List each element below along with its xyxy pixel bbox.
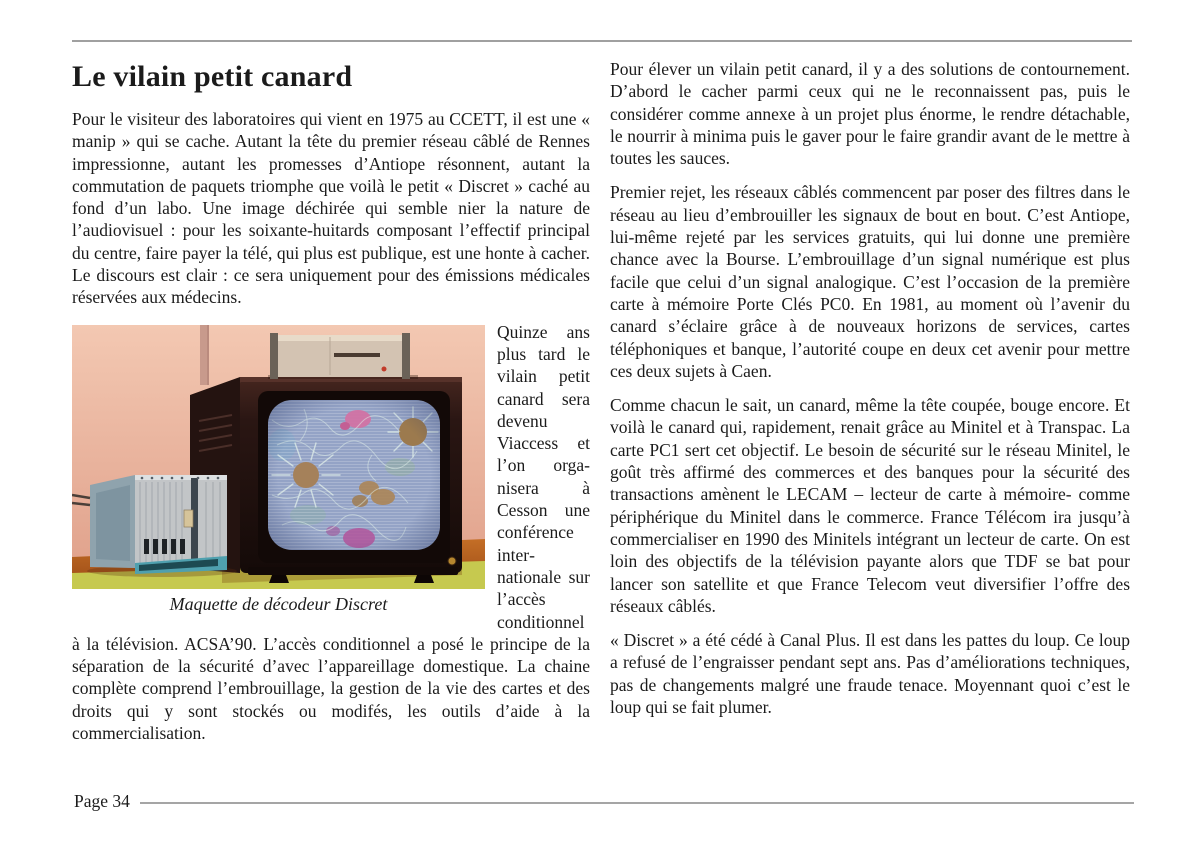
figure — [72, 325, 485, 616]
page-number: Page 34 — [74, 791, 130, 811]
two-column-layout — [72, 54, 1130, 756]
left-column — [72, 54, 590, 756]
paragraph-with-photo — [72, 321, 590, 745]
right-column — [610, 54, 1130, 756]
paragraph: Comme chacun le sait, un canard, même la tête coupée, bouge encore. Et voilà le canard qui, rapidement, renait grâce au Minitel et à Transpac. La carte PC1 sert cet objectif. Le besoin de sécurité sur le réseau Minitel, le goût très affirmé des commerces et des banques pour la sécurité des transactions amènent le LECAM – lecteur de carte à mémoire- comme périphérique du Minitel dans le commerce. France Télécom ira jusqu’à commercialiser en 1990 des Minitels intégrant un lecteur de carte. On est loin des objectifs de la télévision payante alors que TDF se bat pour lancer son satellite et que France Telecom veut diversifier l’offre des réseaux câblés. — [610, 395, 1130, 616]
top-rule — [72, 40, 1132, 42]
paragraph: Premier rejet, les réseaux câblés commencent par poser des filtres dans le réseau au lieu d’embrouiller les signaux de bout en bout. C’est Antiope, lui-même rejeté par les services gratuits, qui lui donne une première chance avec la Bourse. L’embrouillage d’un signal numérique est plus facile que celui d’un signal analogique. C’est l’occasion de la première carte à mémoire Porte Clés PC0. En 1981, au moment où l’avenir du canard s’éclaire grâce à de nouveaux horizons de services, cartes téléphoniques et banque, l’autorité coupe en deux cet avenir pour mettre ces deux sujets à Caen. — [610, 182, 1130, 381]
article-title: Le vilain petit canard — [72, 60, 353, 93]
footer-rule — [140, 802, 1134, 804]
discret-decoder-photo — [72, 325, 485, 589]
paragraph: Pour élever un vilain petit canard, il y a des solutions de contournement. D’abord le cacher parmi ceux qui ne le reconnaissent pas, puis le considérer comme annexe à un projet plus énorme, le rendre détachable, le nourrir à minima puis le gaver pour le faire grandir avant de le mettre à toutes les sauces. — [610, 59, 1130, 169]
tv-photo-illustration — [72, 325, 485, 589]
paragraph-intro: Pour le visiteur des laboratoires qui vient en 1975 au CCETT, il est une « manip » qui se cache. Autant la tête du premier réseau câblé de Rennes impressionne, autant les promesses d’Antiope résonnent, autant la commutation de paquets triomphe que voilà le petit « Discret » caché au fond d’un labo. Une image déchirée qui semble nier la nature de l’audiovisuel : pour les soixante-huitards composant l’effectif principal du centre, faire payer la télé, qui plus est publique, est une honte à cacher. Le discours est clair : ce sera uniquement pour des émissions médicales réservées aux médecins. — [72, 109, 590, 308]
wrapped-text: Quinze ans plus tard le vilain petit canard sera devenu Viaccess et l’on organisera à Cesson une conférence internationale sur l’accès conditionnel à la télévision. ACSA’90. L’accès conditionnel a posé le principe de la séparation de la sécurité d’avec l’appareillage domestique. La chaine complète comprend l’embrouillage, la gestion de la vie des cartes et des droits qui y sont stockés ou modifés, les outils d’aide à la commercialisation. — [72, 321, 590, 744]
page-footer — [74, 791, 1134, 812]
paragraph: « Discret » a été cédé à Canal Plus. Il est dans les pattes du loup. Ce loup a refusé de l’engraisser pendant sept ans. Pas d’améliorations techniques, pas de changements malgré une fraude tenace. Moyennant quoi c’est le loup qui se fait plumer. — [610, 630, 1130, 718]
photo-caption: Maquette de décodeur Discret — [169, 593, 388, 614]
